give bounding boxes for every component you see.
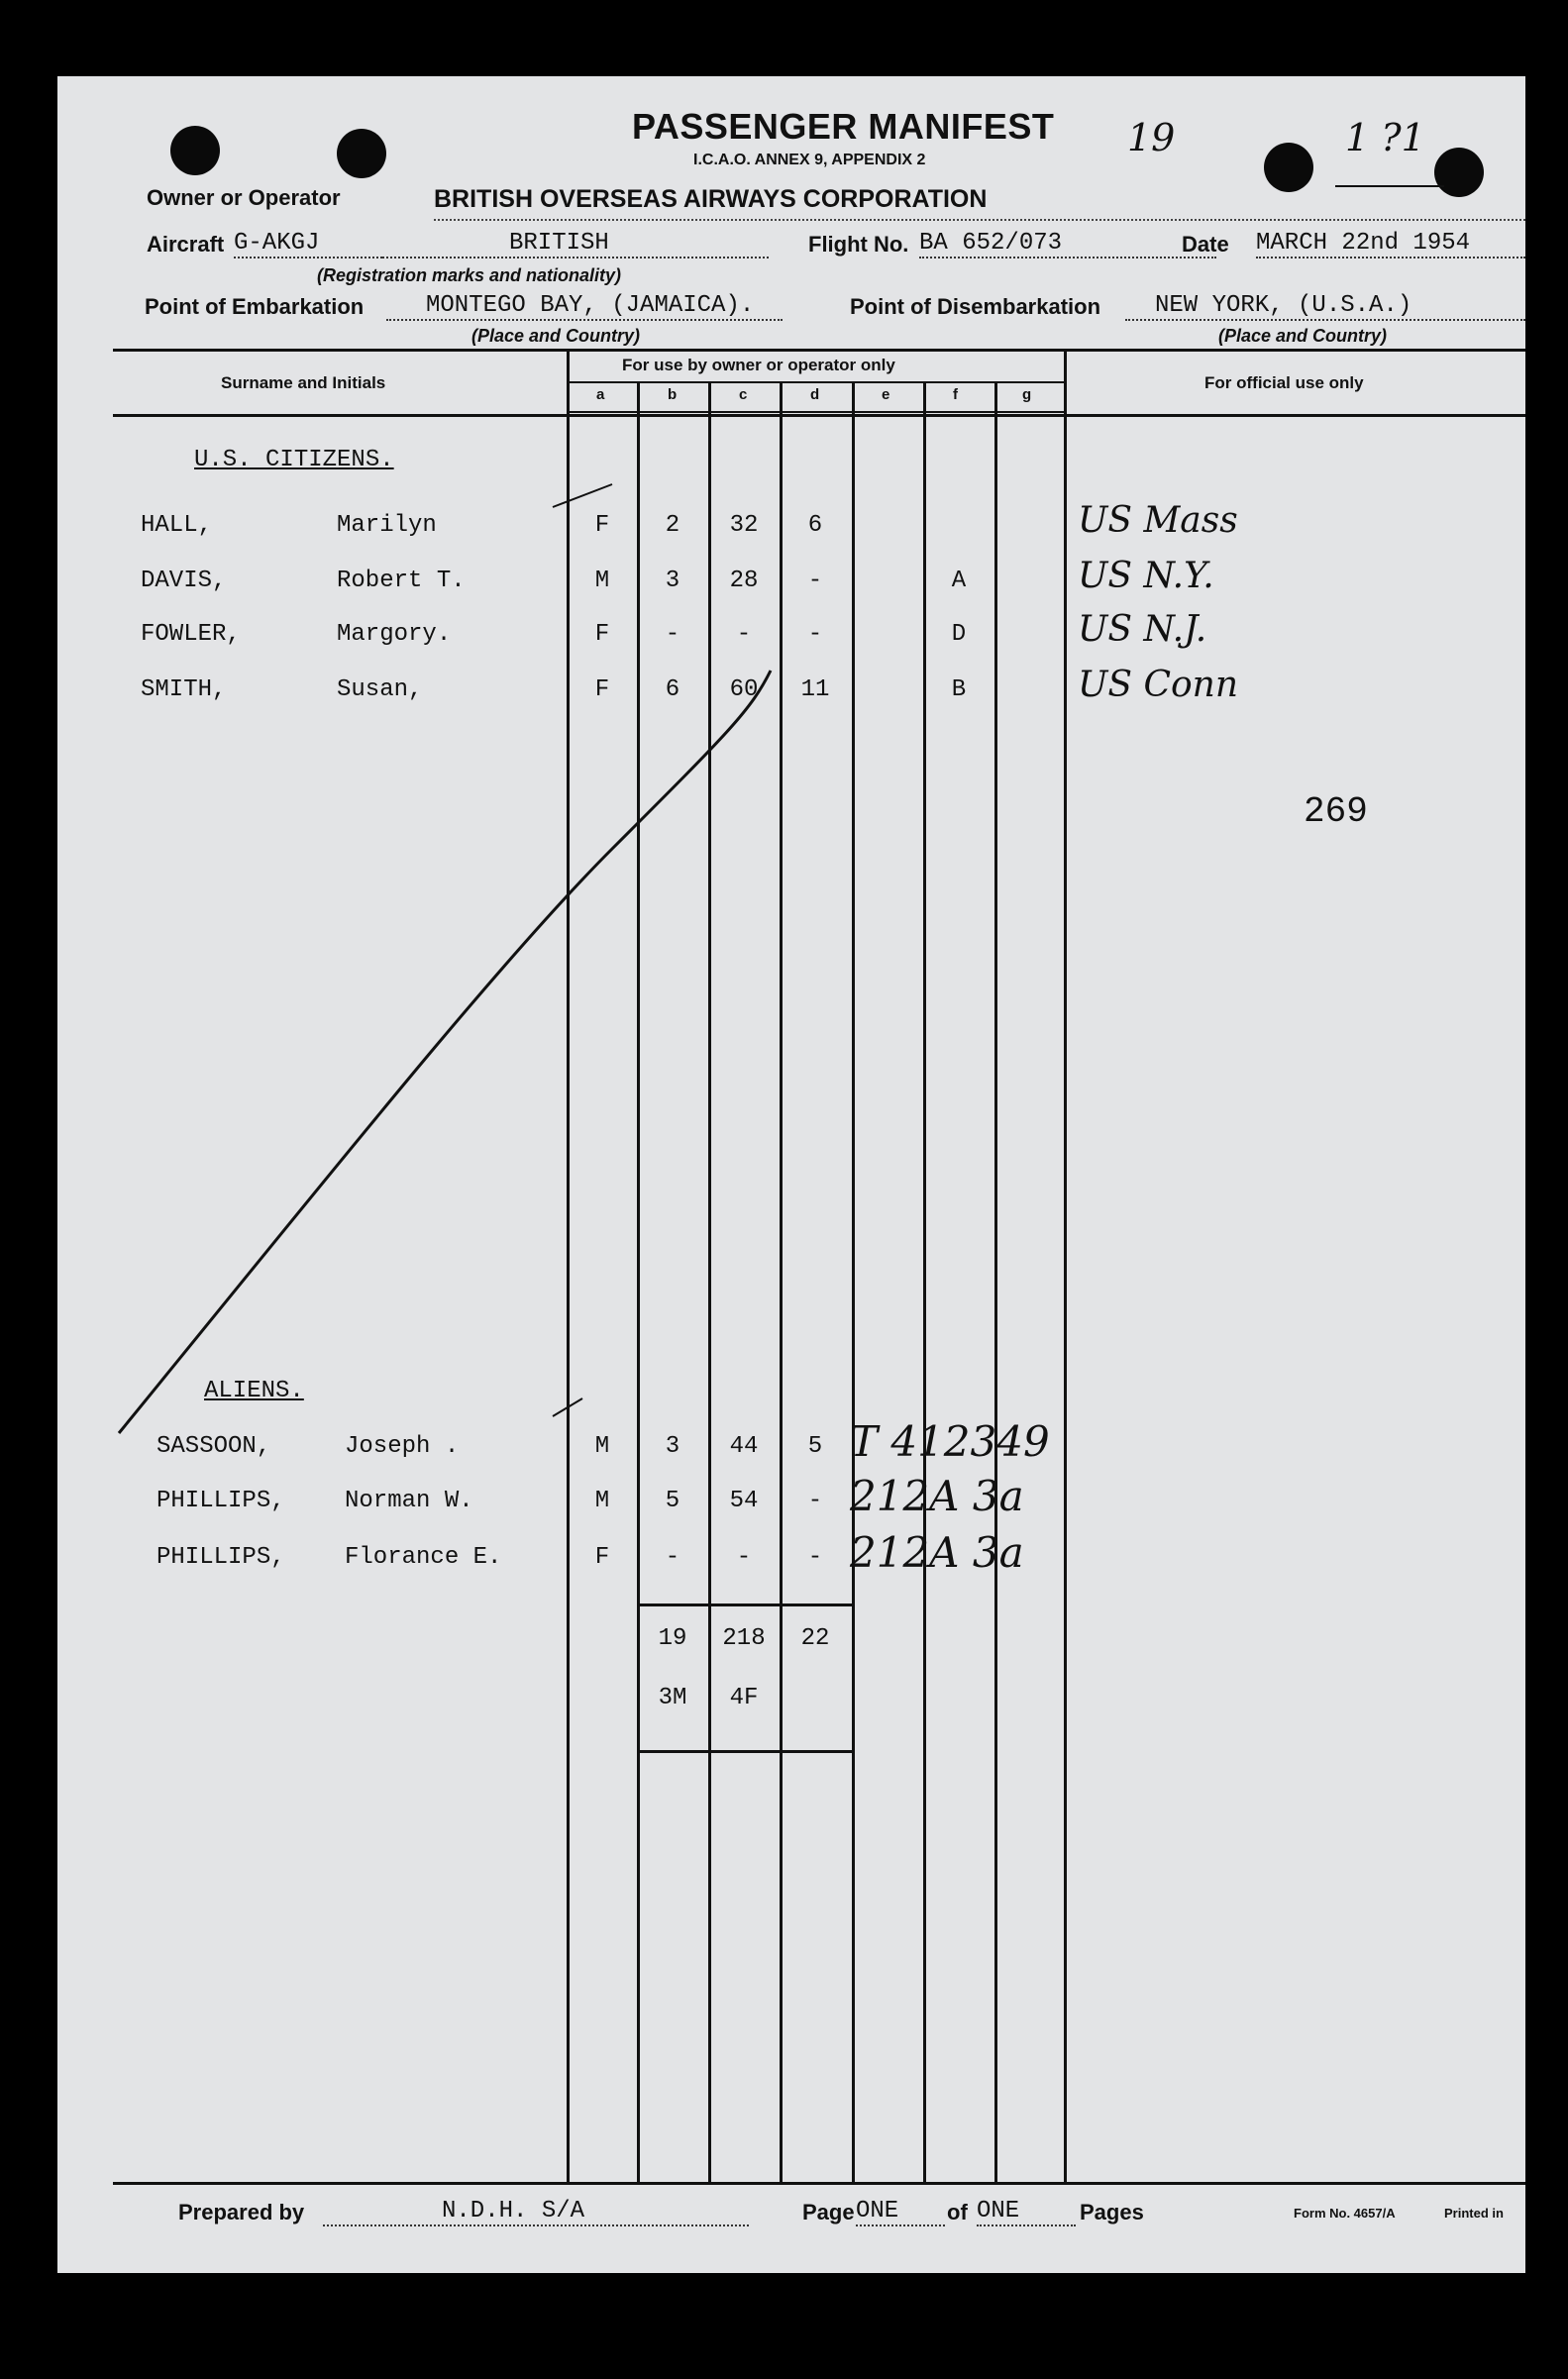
column-letter: a bbox=[596, 386, 605, 403]
passenger-surname: FOWLER, bbox=[141, 621, 241, 648]
total-b: 19 bbox=[658, 1625, 687, 1652]
column-letter: g bbox=[1022, 386, 1032, 403]
embark-label: Point of Embarkation bbox=[145, 294, 365, 319]
strike-line bbox=[57, 76, 1525, 2273]
cell-b: 2 bbox=[665, 512, 680, 539]
cell-sex: F bbox=[594, 1544, 610, 1571]
column-letter: f bbox=[953, 386, 958, 403]
date-value: MARCH 22nd 1954 bbox=[1256, 230, 1525, 259]
cell-d: 6 bbox=[807, 512, 823, 539]
total-females: 4F bbox=[729, 1685, 759, 1711]
cell-c: - bbox=[736, 621, 752, 648]
col-header-owner: For use by owner or operator only bbox=[622, 356, 895, 374]
cell-sex: F bbox=[594, 676, 610, 703]
passenger-surname: SASSOON, bbox=[157, 1433, 271, 1460]
passenger-given-name: Florance E. bbox=[345, 1544, 502, 1571]
cell-b: - bbox=[665, 1544, 680, 1571]
official-note: US N.Y. bbox=[1078, 556, 1214, 596]
form-title: PASSENGER MANIFEST bbox=[632, 106, 1055, 147]
cell-sex: M bbox=[594, 568, 610, 594]
cell-b: 3 bbox=[665, 1433, 680, 1460]
cell-f: B bbox=[951, 676, 967, 703]
cell-d: - bbox=[807, 1488, 823, 1514]
cell-b: 3 bbox=[665, 568, 680, 594]
cell-d: - bbox=[807, 621, 823, 648]
cell-c: 44 bbox=[729, 1433, 759, 1460]
of-label: of bbox=[947, 2200, 968, 2224]
column-letter: b bbox=[668, 386, 678, 403]
passenger-given-name: Marilyn bbox=[337, 512, 437, 539]
handwritten-entry: 212A 3a bbox=[850, 1472, 1024, 1520]
cell-d: - bbox=[807, 568, 823, 594]
cell-c: 28 bbox=[729, 568, 759, 594]
passenger-surname: DAVIS, bbox=[141, 568, 227, 594]
flight-value: BA 652/073 bbox=[919, 230, 1216, 259]
cell-c: 60 bbox=[729, 676, 759, 703]
embark-caption: (Place and Country) bbox=[471, 326, 641, 346]
page-label: Page bbox=[802, 2200, 855, 2224]
cell-d: - bbox=[807, 1544, 823, 1571]
cell-d: 5 bbox=[807, 1433, 823, 1460]
printed-note: Printed in bbox=[1444, 2206, 1504, 2221]
manifest-sheet bbox=[57, 76, 1525, 2273]
passenger-surname: HALL, bbox=[141, 512, 213, 539]
passenger-surname: SMITH, bbox=[141, 676, 227, 703]
col-header-official: For official use only bbox=[1204, 373, 1364, 392]
cell-sex: F bbox=[594, 621, 610, 648]
col-header-name: Surname and Initials bbox=[221, 373, 386, 392]
passenger-given-name: Susan, bbox=[337, 676, 423, 703]
cell-f: A bbox=[951, 568, 967, 594]
passenger-surname: PHILLIPS, bbox=[157, 1488, 285, 1514]
official-note: US Mass bbox=[1078, 500, 1238, 541]
official-note: US N.J. bbox=[1078, 609, 1207, 650]
disembark-caption: (Place and Country) bbox=[1218, 326, 1388, 346]
passenger-given-name: Robert T. bbox=[337, 568, 466, 594]
handwritten-entry: 212A 3a bbox=[850, 1528, 1024, 1577]
passenger-given-name: Joseph . bbox=[345, 1433, 460, 1460]
passenger-given-name: Margory. bbox=[337, 621, 452, 648]
handwritten-reference: 1 ?1 bbox=[1345, 116, 1425, 159]
total-males: 3M bbox=[658, 1685, 687, 1711]
registration-caption: (Registration marks and nationality) bbox=[317, 265, 622, 285]
owner-value: BRITISH OVERSEAS AIRWAYS CORPORATION bbox=[434, 185, 988, 213]
aircraft-registration: G-AKGJ bbox=[234, 230, 382, 259]
handwritten-entry: T 412349 bbox=[850, 1417, 1050, 1466]
passenger-given-name: Norman W. bbox=[345, 1488, 473, 1514]
cell-b: 6 bbox=[665, 676, 680, 703]
footer-rule bbox=[113, 2182, 1525, 2185]
cell-sex: F bbox=[594, 512, 610, 539]
handwritten-number: 19 bbox=[1127, 116, 1176, 159]
prepared-value: N.D.H. S/A bbox=[323, 2198, 749, 2226]
form-number: Form No. 4657/A bbox=[1294, 2206, 1396, 2221]
cell-b: 5 bbox=[665, 1488, 680, 1514]
date-label: Date bbox=[1182, 232, 1229, 257]
cell-c: - bbox=[736, 1544, 752, 1571]
disembark-label: Point of Disembarkation bbox=[850, 294, 1101, 319]
cell-c: 54 bbox=[729, 1488, 759, 1514]
page-value: ONE bbox=[856, 2198, 945, 2226]
passenger-surname: PHILLIPS, bbox=[157, 1544, 285, 1571]
stamp-number: 269 bbox=[1304, 791, 1368, 832]
section-aliens: ALIENS. bbox=[204, 1378, 304, 1404]
cell-c: 32 bbox=[729, 512, 759, 539]
official-note: US Conn bbox=[1078, 665, 1239, 705]
pages-label: Pages bbox=[1080, 2200, 1144, 2224]
total-d: 22 bbox=[800, 1625, 830, 1652]
prepared-label: Prepared by bbox=[178, 2200, 305, 2224]
disembark-value: NEW YORK, (U.S.A.) bbox=[1125, 292, 1525, 321]
section-citizens: U.S. CITIZENS. bbox=[194, 447, 394, 473]
total-c: 218 bbox=[722, 1625, 766, 1652]
column-letter: e bbox=[882, 386, 890, 403]
column-letter: c bbox=[739, 386, 748, 403]
cell-f: D bbox=[951, 621, 967, 648]
flight-label: Flight No. bbox=[808, 232, 909, 257]
owner-label: Owner or Operator bbox=[147, 185, 341, 210]
cell-sex: M bbox=[594, 1488, 610, 1514]
cell-d: 11 bbox=[800, 676, 830, 703]
form-subtitle: I.C.A.O. ANNEX 9, APPENDIX 2 bbox=[693, 152, 926, 168]
cell-b: - bbox=[665, 621, 680, 648]
of-value: ONE bbox=[977, 2198, 1076, 2226]
aircraft-label: Aircraft bbox=[147, 232, 225, 257]
column-letter: d bbox=[810, 386, 820, 403]
aircraft-nationality: BRITISH bbox=[382, 230, 769, 259]
cell-sex: M bbox=[594, 1433, 610, 1460]
embark-value: MONTEGO BAY, (JAMAICA). bbox=[386, 292, 783, 321]
